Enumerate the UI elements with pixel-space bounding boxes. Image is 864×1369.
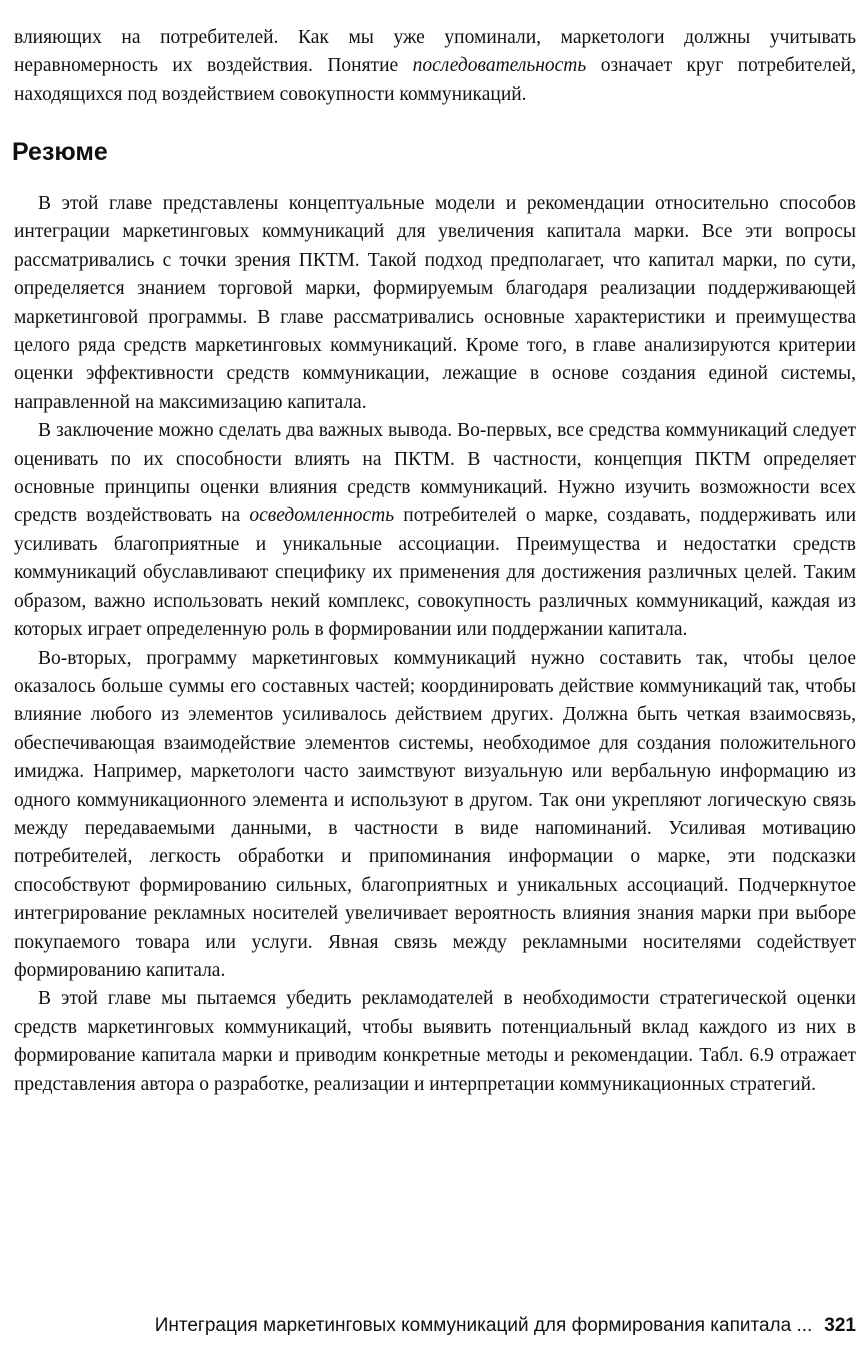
intro-text-end: означает круг потребителей, находящихся под воздействием совокупности коммуникаций. — [14, 55, 856, 105]
intro-term: последовательность — [412, 55, 587, 77]
summary-paragraph-4: В этой главе мы пытаемся убедить рекламодателей в необходимости стратегической оценки средств маркетинговых коммуникаций, чтобы выявить потенциальный вклад каждого из них в формирование капитала марки и приводим конкретные методы и рекомендации. Табл. 6.9 отражает представления автора о разработке, реализации и интерпретации коммуникационных стратегий. — [14, 988, 856, 1095]
paragraph-2-text-start: В заключение можно сделать два важных вывода. Во-первых, все средства коммуникаций следует оценивать по их способности влиять на ПКТМ. В частности, концепция ПКТМ определяет основные принципы оценки влияния средств коммуникаций. Нужно изучить возможности всех средств воздействовать на — [14, 420, 856, 527]
page-number: 321 — [824, 1315, 856, 1336]
intro-text-start: влияющих на потребителей. Как мы уже упоминали, маркетологи должны учитывать неравномерность их воздействия. Понятие — [14, 27, 856, 77]
paragraph-2-text-end: потребителей о марке, создавать, поддерживать или усиливать благоприятные и уникальные ассоциации. Преимущества и недостатки средств коммуникаций обуславливают специфику их применения для достижения различных целей. Таким образом, важно использовать некий комплекс, совокупность различных коммуникаций, каждая из которых играет определенную роль в формировании или поддержании капитала. — [14, 505, 857, 641]
paragraph-2-term: осведомленность — [249, 505, 395, 527]
summary-paragraph-3: Во-вторых, программу маркетинговых коммуникаций нужно составить так, чтобы целое оказалось больше суммы его составных частей; координировать действие коммуникаций так, чтобы влияние любого из элементов усиливалось действием других. Должна быть четкая взаимосвязь, обеспечивающая взаимодействие элементов системы, необходимое для создания положительного имиджа. Например, маркетологи часто заимствуют визуальную или вербальную информацию из одного коммуникационного элемента и используют в другом. Так они укрепляют логическую связь между передаваемыми данными, в частности в виде напоминаний. Усиливая мотивацию потребителей, легкость обработки и припоминания информации о марке, эти подсказки способствуют формированию сильных, благоприятных и уникальных ассоциаций. Подчеркнутое интегрирование рекламных носителей увеличивает вероятность влияния знания марки при выборе покупаемого товара или услуги. Явная связь между рекламными носителями содействует формированию капитала. — [14, 647, 856, 981]
page-footer — [86, 1313, 856, 1339]
section-heading: Резюме — [12, 138, 108, 166]
summary-paragraph-2 — [14, 417, 856, 644]
running-title: Интеграция маркетинговых коммуникаций для формирования капитала ... — [154, 1315, 813, 1336]
summary-section — [14, 190, 856, 1099]
summary-paragraph-1: В этой главе представлены концептуальные модели и рекомендации относительно способов интеграции маркетинговых коммуникаций для увеличения капитала марки. Все эти вопросы рассматривались с точки зрения ПКТМ. Такой подход предполагает, что капитал марки, по сути, определяется знанием торговой марки, формируемым благодаря реализации поддерживающей маркетинговой программы. В главе рассматривались основные характеристики и преимущества целого ряда средств маркетинговых коммуникаций. Кроме того, в главе анализируются критерии оценки эффективности средств коммуникации, лежащие в основе создания единой системы, направленной на максимизацию капитала. — [14, 193, 856, 413]
intro-paragraph — [14, 24, 856, 109]
